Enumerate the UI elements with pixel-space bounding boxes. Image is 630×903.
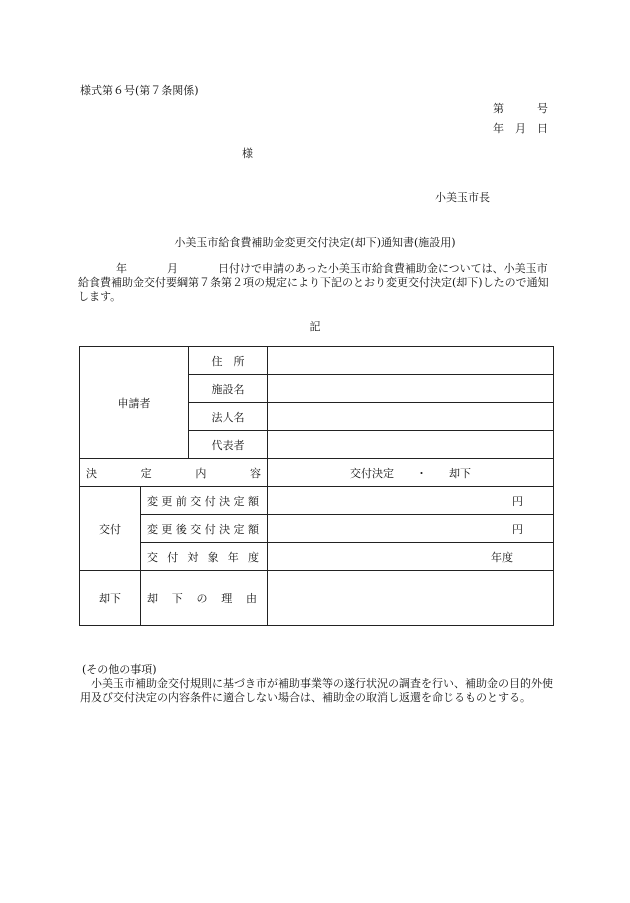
corporation-field[interactable]: [268, 403, 554, 431]
table-row: [80, 515, 554, 543]
document-date: 年 月 日: [493, 122, 548, 135]
corporation-label: 法人名: [189, 403, 268, 431]
form-number: 様式第６号(第７条関係): [80, 84, 199, 97]
representative-field[interactable]: [268, 431, 554, 459]
address-label: 住 所: [189, 347, 268, 375]
decision-value[interactable]: 交付決定 ・ 却下: [268, 459, 554, 487]
table-row: [80, 459, 554, 487]
address-field[interactable]: [268, 347, 554, 375]
document-title: 小美玉市給食費補助金変更交付決定(却下)通知書(施設用): [174, 236, 456, 249]
body-text: 日付けで申請のあった小美玉市給食費補助金については、小美玉市給食費補助金交付要綱第７条第２項の規定により下記のとおり変更交付決定(却下)したので通知します。: [78, 262, 549, 303]
rejection-label: 却下: [80, 571, 141, 626]
table-row: [80, 543, 554, 571]
other-matters-text: 小美玉市補助金交付規則に基づき市が補助事業等の遂行状況の調査を行い、補助金の目的外使用及び交付決定の内容条件に適合しない場合は、補助金の取消し返還を命じるものとする。: [80, 677, 553, 704]
before-amount-label: 変 更 前 交 付 決 定 額: [141, 487, 268, 515]
year-field[interactable]: 年度: [268, 543, 554, 571]
facility-label: 施設名: [189, 375, 268, 403]
addressee: 様: [242, 147, 253, 160]
grant-label: 交付: [80, 487, 141, 571]
facility-field[interactable]: [268, 375, 554, 403]
after-amount-label: 変 更 後 交 付 決 定 額: [141, 515, 268, 543]
year-label: 交 付 対 象 年 度: [141, 543, 268, 571]
other-matters-title: (その他の事項): [82, 663, 157, 676]
issuer: 小美玉市長: [435, 191, 490, 204]
body-paragraph: [78, 262, 556, 304]
table-row: [80, 487, 554, 515]
application-table: [79, 346, 554, 626]
document-number: 第 号: [493, 102, 548, 115]
decision-label: 決 定 内 容: [80, 459, 268, 487]
reason-field[interactable]: [268, 571, 554, 626]
before-amount-field[interactable]: 円: [268, 487, 554, 515]
ki-heading: 記: [309, 320, 321, 333]
table-row: [80, 347, 554, 375]
representative-label: 代表者: [189, 431, 268, 459]
body-month: 月: [167, 262, 178, 275]
applicant-label: 申請者: [80, 347, 189, 459]
reason-label: 却 下 の 理 由: [141, 571, 268, 626]
body-year: 年: [116, 262, 127, 275]
after-amount-field[interactable]: 円: [268, 515, 554, 543]
table-row: [80, 571, 554, 626]
